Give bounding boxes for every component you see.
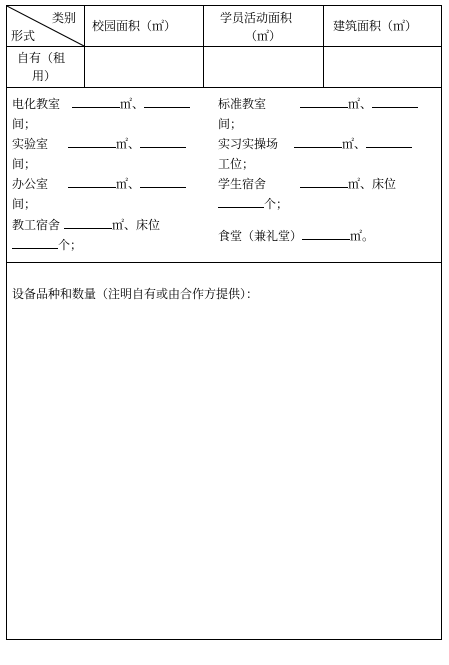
training-line [218, 137, 412, 151]
staff-dorm-label: 教工宿舍 [12, 218, 61, 232]
office-line2 [12, 197, 36, 211]
lab-label: 实验室 [12, 137, 49, 151]
office-label: 办公室 [12, 177, 49, 191]
multimedia-room-line [12, 97, 190, 111]
office-count-unit: 间； [12, 197, 37, 211]
student-dorm-label: 学生宿舍 [218, 177, 267, 191]
campus-area-cell[interactable] [85, 47, 202, 86]
header-activity-area-line2: （㎡） [245, 29, 282, 43]
lab-area-blank[interactable] [68, 137, 116, 148]
training-line2 [218, 157, 254, 171]
staff-dorm-beds-unit: 个； [58, 238, 83, 252]
lab-area-unit: ㎡、 [116, 137, 141, 151]
multimedia-room-count-unit: 间； [12, 117, 37, 131]
equipment-label: 设备品种和数量（注明自有或由合作方提供）： [12, 287, 259, 301]
standard-room-line2 [218, 117, 242, 131]
office-area-unit: ㎡、 [116, 177, 141, 191]
standard-room-area-blank[interactable] [300, 97, 348, 108]
student-dorm-beds-unit: 个； [264, 197, 289, 211]
student-dorm-beds-blank[interactable] [218, 197, 264, 208]
canteen-area-blank[interactable] [302, 229, 350, 240]
lab-line2 [12, 157, 36, 171]
canteen-line [218, 229, 374, 243]
standard-room-count-unit: 间； [218, 117, 243, 131]
student-dorm-line [218, 177, 396, 191]
rooms-section-divider [7, 262, 441, 263]
standard-room-count-blank[interactable] [372, 97, 418, 108]
corner-label-form: 形式 [11, 29, 36, 43]
training-count-unit: 工位； [218, 157, 255, 171]
office-line [12, 177, 186, 191]
multimedia-room-area-blank[interactable] [72, 97, 120, 108]
staff-dorm-line [12, 218, 160, 232]
equipment-entry-area[interactable] [8, 306, 439, 636]
office-count-blank[interactable] [140, 177, 186, 188]
student-dorm-area-blank[interactable] [300, 177, 348, 188]
student-dorm-area-unit: ㎡、床位 [348, 177, 397, 191]
staff-dorm-line2 [12, 238, 82, 252]
multimedia-room-line2 [12, 117, 36, 131]
training-area-unit: ㎡、 [342, 137, 367, 151]
form-frame [6, 5, 442, 640]
lab-line [12, 137, 186, 151]
multimedia-room-count-blank[interactable] [144, 97, 190, 108]
student-dorm-line2 [218, 197, 288, 211]
training-count-blank[interactable] [366, 137, 412, 148]
activity-area-cell[interactable] [204, 47, 322, 86]
header-activity-area-line1: 学员活动面积 [220, 11, 293, 25]
header-campus-area: 校园面积（㎡） [92, 19, 177, 33]
staff-dorm-beds-blank[interactable] [12, 238, 58, 249]
staff-dorm-area-blank[interactable] [64, 218, 112, 229]
owned-row-divider [7, 87, 441, 88]
training-area-blank[interactable] [294, 137, 342, 148]
multimedia-room-label: 电化教室 [12, 97, 61, 111]
standard-room-label: 标准教室 [218, 97, 267, 111]
row-owned-label-line1: 自有（租 [17, 51, 66, 65]
multimedia-room-area-unit: ㎡、 [120, 97, 145, 111]
lab-count-unit: 间； [12, 157, 37, 171]
lab-count-blank[interactable] [140, 137, 186, 148]
canteen-area-unit: ㎡。 [350, 229, 375, 243]
standard-room-line [218, 97, 418, 111]
standard-room-area-unit: ㎡、 [348, 97, 373, 111]
row-owned-label-line2: 用） [32, 69, 57, 83]
header-building-area: 建筑面积（㎡） [333, 19, 418, 33]
staff-dorm-area-unit: ㎡、床位 [112, 218, 161, 232]
office-area-blank[interactable] [68, 177, 116, 188]
training-label: 实习实操场 [218, 137, 279, 151]
canteen-label: 食堂（兼礼堂） [218, 229, 303, 243]
corner-label-category: 类别 [52, 11, 77, 25]
building-area-cell[interactable] [324, 47, 440, 86]
